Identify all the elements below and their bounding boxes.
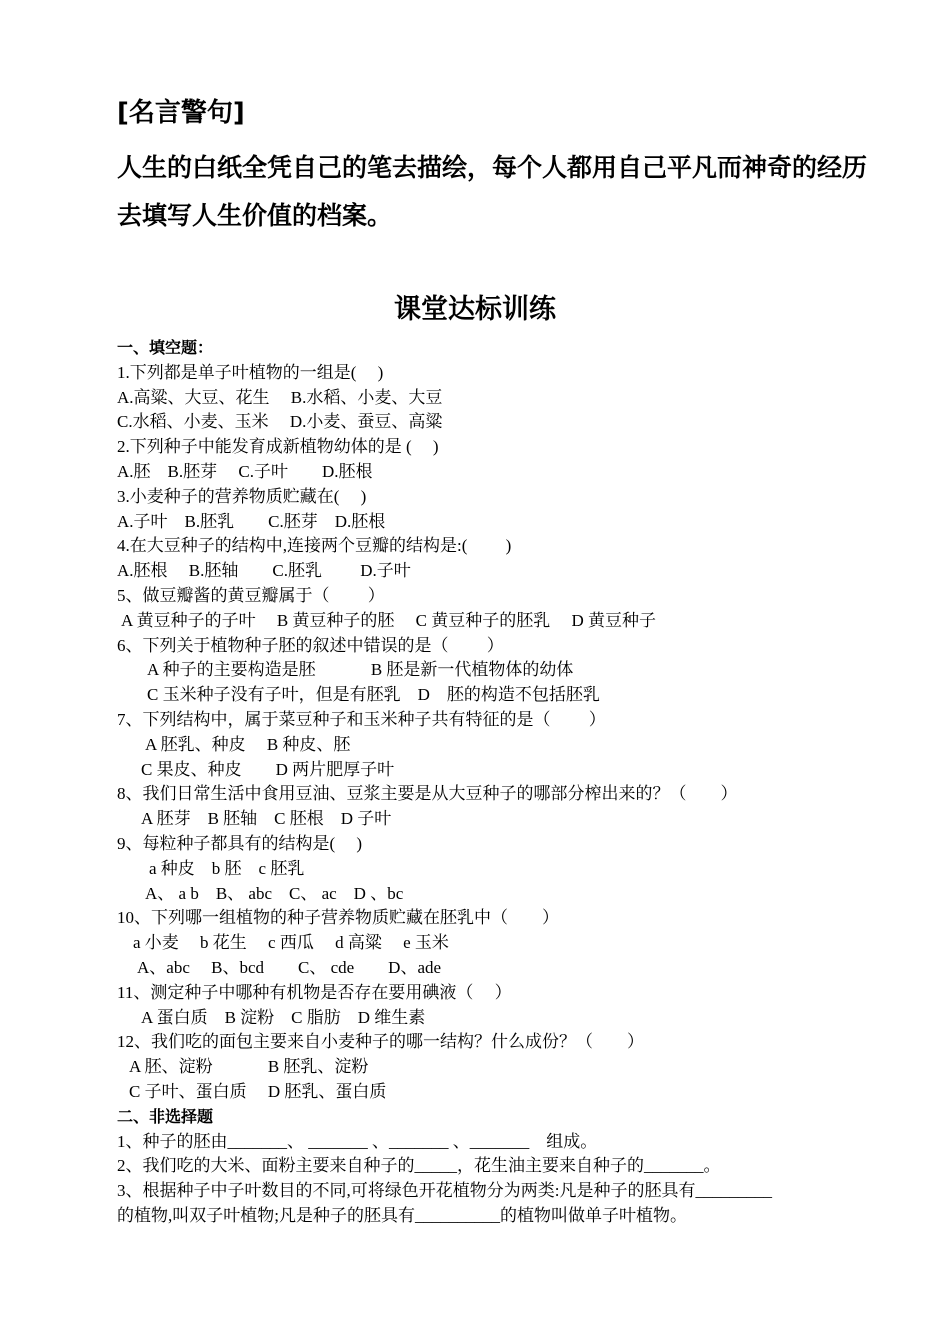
- fill-question-3-line-1: 3、根据种子中子叶数目的不同,可将绿色开花植物分为两类:凡是种子的胚具有_________: [117, 1181, 772, 1201]
- section-heading-fill-blank: 一、填空题：: [117, 338, 214, 357]
- exercise-content: [117, 336, 877, 1229]
- question-3-options: A.子叶 B.胚乳 C.胚芽 D.胚根: [117, 511, 386, 531]
- question-2-options: A.胚 B.胚芽 C.子叶 D.胚根: [117, 461, 373, 481]
- question-5-options: A 黄豆种子的子叶 B 黄豆种子的胚 C 黄豆种子的胚乳 D 黄豆种子: [121, 610, 657, 630]
- fill-question-2: 2、我们吃的大米、面粉主要来自种子的_____，花生油主要来自种子的_______。: [117, 1156, 721, 1176]
- question-12: 12、我们吃的面包主要来自小麦种子的哪一结构？什么成份？（ ）: [117, 1032, 644, 1052]
- page-title: 课堂达标训练: [394, 294, 556, 325]
- question-1-options-ab: A.高粱、大豆、花生 B.水稻、小麦、大豆: [117, 387, 443, 407]
- question-1: 1.下列都是单子叶植物的一组是( ): [117, 362, 384, 382]
- question-10-options: A、abc B、bcd C、 cde D、ade: [137, 957, 442, 977]
- question-11: 11、测定种子中哪种有机物是否存在要用碘液（ ）: [117, 982, 512, 1002]
- question-12-options-cd: C 子叶、蛋白质 D 胚乳、蛋白质: [129, 1081, 387, 1101]
- question-1-options-cd: C.水稻、小麦、玉米 D.小麦、蚕豆、高粱: [117, 412, 443, 432]
- question-5: 5、做豆瓣酱的黄豆瓣属于（ ）: [117, 585, 385, 605]
- question-3: 3.小麦种子的营养物质贮藏在( ): [117, 486, 367, 506]
- question-9-options: A、 a b B、 abc C、 ac D 、bc: [145, 883, 404, 903]
- question-6-options-ab: A 种子的主要构造是胚 B 胚是新一代植物体的幼体: [147, 660, 574, 680]
- question-7: 7、下列结构中，属于菜豆种子和玉米种子共有特征的是（ ）: [117, 709, 606, 729]
- question-4-options: A.胚根 B.胚轴 C.胚乳 D.子叶: [117, 561, 411, 581]
- question-6-options-cd: C 玉米种子没有子叶，但是有胚乳 D 胚的构造不包括胚乳: [147, 685, 600, 705]
- question-2: 2.下列种子中能发育成新植物幼体的是 ( ): [117, 437, 439, 457]
- question-10: 10、下列哪一组植物的种子营养物质贮藏在胚乳中（ ）: [117, 908, 559, 928]
- question-11-options: A 蛋白质 B 淀粉 C 脂肪 D 维生素: [141, 1007, 426, 1027]
- question-12-options-ab: A 胚、淀粉 B 胚乳、淀粉: [129, 1057, 369, 1077]
- question-4: 4.在大豆种子的结构中,连接两个豆瓣的结构是:( ): [117, 536, 512, 556]
- question-9: 9、每粒种子都具有的结构是( ): [117, 833, 363, 853]
- question-8: 8、我们日常生活中食用豆油、豆浆主要是从大豆种子的哪部分榨出来的？（ ）: [117, 784, 738, 804]
- question-7-options-cd: C 果皮、种皮 D 两片肥厚子叶: [141, 759, 395, 779]
- question-8-options: A 胚芽 B 胚轴 C 胚根 D 子叶: [141, 809, 392, 829]
- fill-question-1: 1、种子的胚由_______、 _______ 、_______ 、_______ 组成。: [117, 1131, 598, 1151]
- section-heading-non-choice: 二、非选择题: [117, 1106, 214, 1126]
- motto-text: 人生的白纸全凭自己的笔去描绘，每个人都用自己平凡而神奇的经历去填写人生价值的档案。: [117, 153, 868, 230]
- motto-heading: [名言警句]: [117, 98, 245, 128]
- question-9-items: a 种皮 b 胚 c 胚乳: [149, 858, 305, 878]
- question-7-options-ab: A 胚乳、种皮 B 种皮、胚: [145, 734, 351, 754]
- question-10-items: a 小麦 b 花生 c 西瓜 d 高粱 e 玉米: [133, 933, 449, 953]
- question-6: 6、下列关于植物种子胚的叙述中错误的是（ ）: [117, 635, 504, 655]
- fill-question-3-line-2: 的植物,叫双子叶植物;凡是种子的胚具有__________的植物叫做单子叶植物。: [117, 1205, 687, 1225]
